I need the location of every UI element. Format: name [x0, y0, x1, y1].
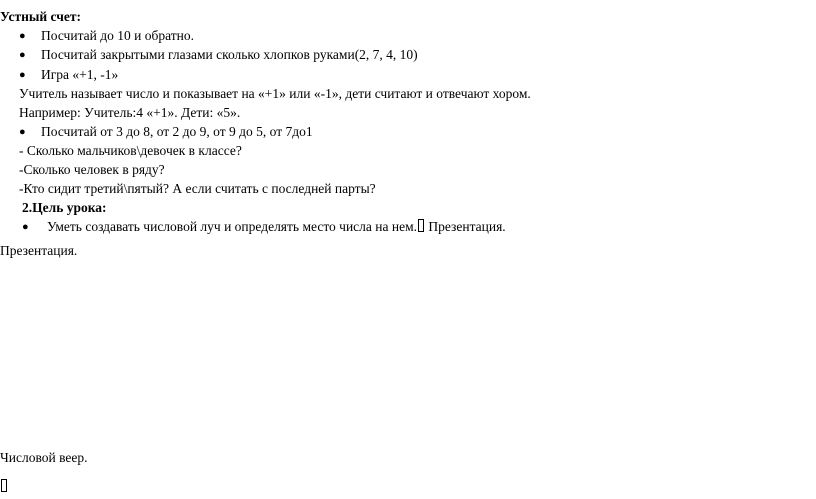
- list-item: Посчитай до 10 и обратно.: [41, 28, 194, 43]
- goal-text: Уметь создавать числовой луч и определять место числа на нем.: [47, 219, 417, 234]
- list-item: Посчитай от 3 до 8, от 2 до 9, от 9 до 5, от 7до1: [41, 124, 313, 139]
- bullet-icon: ●: [19, 126, 26, 138]
- missing-glyph-icon: [418, 219, 424, 232]
- question-line: - Сколько мальчиков\девочек в классе?: [19, 143, 242, 158]
- missing-glyph-icon: [1, 479, 7, 492]
- example-text: Например: Учитель:4 «+1». Дети: «5».: [19, 105, 241, 120]
- list-item: [47, 218, 506, 236]
- question-line: -Кто сидит третий\пятый? А если считать с последней парты?: [19, 181, 376, 196]
- question-line: -Сколько человек в ряду?: [19, 162, 165, 177]
- bullet-icon: ●: [19, 69, 26, 81]
- bullet-icon: ●: [22, 221, 29, 233]
- list-item: Игра «+1, -1»: [41, 67, 119, 82]
- bullet-icon: ●: [19, 30, 26, 42]
- goal-tail-text: Презентация.: [425, 219, 506, 234]
- list-item: Посчитай закрытыми глазами сколько хлопков руками(2, 7, 4, 10): [41, 47, 418, 62]
- section-heading-lesson-goal: 2.Цель урока:: [22, 200, 107, 215]
- number-fan-label: Числовой веер.: [0, 450, 88, 465]
- presentation-label: Презентация.: [0, 243, 78, 258]
- section-heading-mental-math: Устный счет:: [0, 9, 81, 24]
- missing-glyph-footer: [0, 478, 8, 496]
- game-description: Учитель называет число и показывает на «+1» или «-1», дети считают и отвечают хором.: [19, 86, 531, 101]
- bullet-icon: ●: [19, 49, 26, 61]
